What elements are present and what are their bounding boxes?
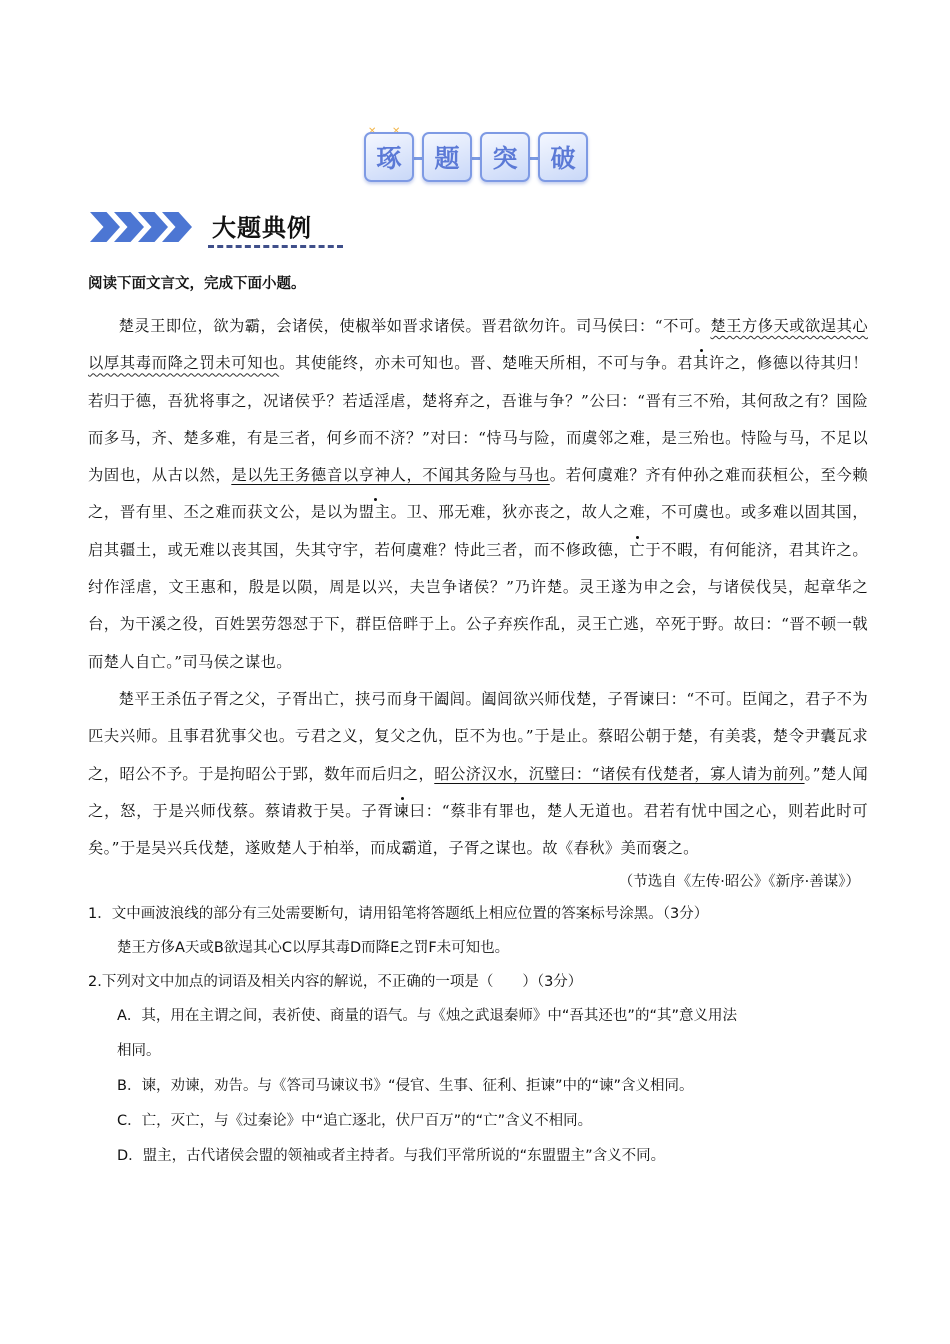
question-1-text: 楚王方侈A天或B欲逞其心C以厚其毒D而降E之罚F未可知也。 <box>117 940 510 957</box>
section-underline <box>208 245 343 248</box>
instruction: 阅读下面文言文，完成下面小题。 <box>88 276 306 292</box>
option-b: B．谏，劝谏，劝告。与《答司马谏议书》“侵官、生事、征利、拒谏”中的“谏”含义相同。 <box>117 1078 694 1095</box>
dotted-word-wang: 亡 <box>629 540 646 559</box>
option-d: D．盟主，古代诸侯会盟的领袖或者主持者。与我们平常所说的“东盟盟主”含义不同。 <box>117 1148 666 1165</box>
document-body <box>88 270 868 1174</box>
underlined-sentence-1: 是以先王务德音以亨神人，不闻其务险与马也 <box>231 466 550 485</box>
wavy-underlined-text: 楚王方侈天或欲逞其心以厚其毒而降之罚未可知也 <box>88 317 868 373</box>
badge-tu: 突 <box>480 132 530 182</box>
option-a: A．其，用在主谓之间，表祈使、商量的语气。与《烛之武退秦师》中“吾其还也”的“其”意义用法 <box>117 1008 737 1025</box>
dotted-word-mengzhu: 盟主 <box>358 503 391 522</box>
dotted-word-jian: 谏 <box>393 801 410 820</box>
chevron-right-icon <box>90 212 120 242</box>
badge-ti: 题 <box>422 132 472 182</box>
option-a-continued: 相同。 <box>117 1043 161 1060</box>
title-badges <box>362 128 592 188</box>
passage-paragraph-2: 楚平王杀伍子胥之父，子胥出亡，挟弓而身干阖闾。阖闾欲兴师伐楚，子胥谏曰：“不可。臣闻之，君子不为匹夫兴师。且事君犹事父也。亏君之义，复父之仇，臣不为也。”于是止。蔡昭公朝于楚，有美裘，楚令尹囊瓦求之，昭公不予。于是拘昭公于郢，数年而后归之，昭公济汉水，沉璧曰：“诸侯有伐楚者，寡人请为前列。”楚人闻之，怒，于是兴师伐蔡。蔡请救于吴。子胥谏曰：“蔡非有罪也，楚人无道也。君若有忧中国之心，则若此时可矣。”于是吴兴兵伐楚，遂败楚人于柏举，而成霸道，子胥之谋也。故《春秋》美而褒之。 <box>88 689 869 858</box>
underlined-sentence-2: 昭公济汉水，沉璧曰：“诸侯有伐楚者，寡人请为前列 <box>434 764 805 783</box>
dotted-word-qi: 其 <box>693 354 710 373</box>
source-citation: （节选自《左传·昭公》《新序·善谋》） <box>618 874 860 891</box>
badge-zhuo: 琢 <box>364 132 414 182</box>
question-2: 2.下列对文中加点的词语及相关内容的解说，不正确的一项是（ ）（3分） <box>88 974 583 991</box>
badge-po: 破 <box>538 132 588 182</box>
question-1: 1．文中画波浪线的部分有三处需要断句，请用铅笔将答题纸上相应位置的答案标号涂黑。（3分） <box>88 906 709 923</box>
section-title: 大题典例 <box>212 214 312 242</box>
passage-paragraph-1: 楚灵王即位，欲为霸，会诸侯，使椒举如晋求诸侯。晋君欲勿许。司马侯曰：“不可。楚王方侈天或欲逞其心以厚其毒而降之罚未可知也。其使能终，亦未可知也。晋、楚唯天所相，不可与争。君其许之，修德以待其归！若归于德，吾犹将事之，况诸侯乎？若适淫虐，楚将弃之，吾谁与争？”公曰：“晋有三不殆，其何敌之有？国险而多马，齐、楚多难，有是三者，何乡而不济？”对曰：“恃马与险，而虞邻之难，是三殆也。恃险与马，不足以为固也，从古以然，是以先王务德音以亨神人，不闻其务险与马也。若何虞难？齐有仲孙之难而获桓公，至今赖之，晋有里、丕之难而获文公，是以为盟主。卫、邢无难，狄亦丧之，故人之难，不可虞也。或多难以固其国，启其疆土，或无难以丧其国，失其守宇，若何虞难？恃此三者，而不修政德，亡于不暇，有何能济，君其许之。纣作淫虐，文王惠和，殷是以陨，周是以兴，夫岂争诸侯？”乃许楚。灵王遂为申之会，与诸侯伐吴，起章华之台，为干溪之役，百姓罢劳怨怼于下，群臣倍畔于上。公子弃疾作乱，灵王亡逃，卒死于野。故曰：“晋不顿一戟而楚人自亡。”司马侯之谋也。 <box>88 317 869 671</box>
section-header <box>90 208 350 252</box>
option-c: C．亡，灭亡，与《过秦论》中“追亡逐北，伏尸百万”的“亡”含义不相同。 <box>117 1113 593 1130</box>
